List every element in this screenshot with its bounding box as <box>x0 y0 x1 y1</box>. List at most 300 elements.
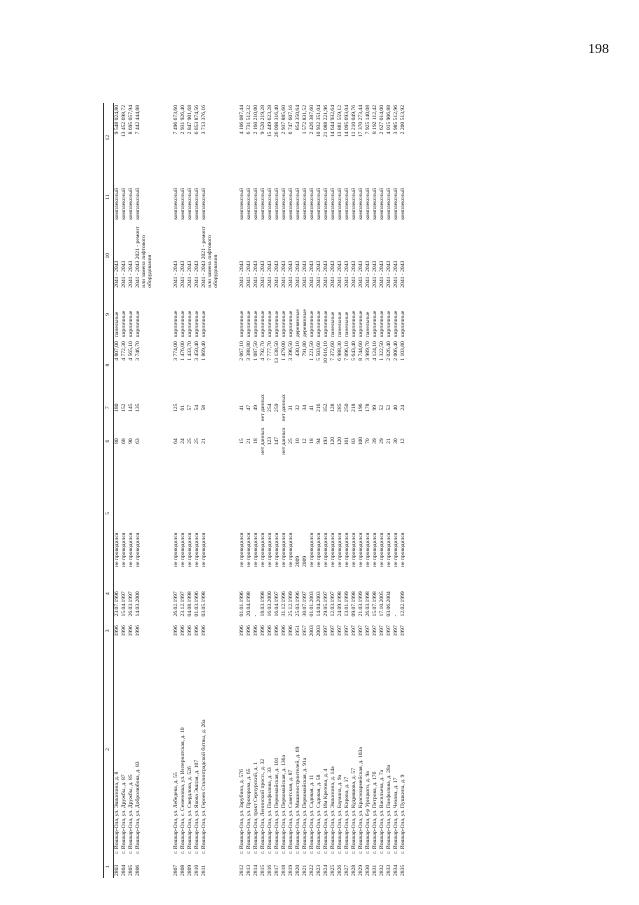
table-cell: комплексный <box>379 188 385 220</box>
table-cell: 430,10 <box>295 341 301 357</box>
table-row <box>330 103 337 878</box>
table-cell: 03.06.2004 <box>386 591 392 617</box>
table-row <box>281 103 288 878</box>
table-cell: 25.12.1999 <box>288 591 294 617</box>
table-cell: 791,80 <box>302 341 308 357</box>
table-cell: 23.07.1996 <box>114 591 120 617</box>
table-cell: 29.05.1997 <box>323 591 329 617</box>
table-cell: кирпичные <box>281 310 287 338</box>
table-cell: 2041 - 2043 <box>260 260 266 288</box>
table-cell: 12 <box>302 438 308 444</box>
table-cell: панельные <box>330 311 336 338</box>
table-cell: 18.03.1998 <box>260 591 266 617</box>
table-cell: 1996 <box>288 625 294 637</box>
table-cell: кирпичные <box>316 310 322 338</box>
table-cell: 2041 - 2043 <box>239 260 245 288</box>
table-cell: 1996 <box>246 625 252 637</box>
table-cell: 2041 - 2043 <box>288 260 294 288</box>
table-cell: 4 106 087,44 <box>239 105 245 135</box>
table-cell: 54 <box>194 404 200 411</box>
column-header: 7 <box>104 391 114 424</box>
table-cell: 04.08.1998 <box>187 591 193 617</box>
table-row <box>323 103 330 878</box>
table-cell: 1997 <box>379 625 385 637</box>
table-cell: г. Йошкар-Ола, б-р Урицкого, д. 9а <box>365 771 371 854</box>
table-row <box>173 103 180 878</box>
table-cell: 2829 <box>358 864 364 876</box>
table-cell: кирпичные <box>400 310 406 338</box>
table-cell: не проводился <box>253 532 259 568</box>
table-cell: 2041 - 2043 <box>114 260 120 288</box>
table-cell: 1996 <box>114 625 120 637</box>
table-cell: 09.07.1998 <box>351 591 357 617</box>
table-cell: 2041 - 2043 <box>386 260 392 288</box>
table-cell: 21 <box>246 438 252 444</box>
table-cell: 2041 - 2043 <box>358 260 364 288</box>
table-cell: г. Йошкар-Ола, ул. Советская, д. 87 <box>288 769 294 854</box>
table-cell: 13.01.1999 <box>344 591 350 617</box>
table-cell: 70 <box>365 438 371 444</box>
table-cell: 120 <box>330 436 336 446</box>
table-cell: 10 932 351,04 <box>316 105 322 138</box>
table-cell: 41 <box>239 404 245 411</box>
table-cell: 2003 <box>316 625 322 637</box>
table-cell: 1 322,50 <box>379 341 385 361</box>
table-cell: не проводился <box>194 532 200 568</box>
table-cell: комплексный <box>386 188 392 220</box>
spacer-cell <box>219 103 239 878</box>
table-cell: 1996 <box>135 625 141 637</box>
table-cell: 2041 - 2043 <box>302 260 308 288</box>
table-cell: не проводился <box>379 532 385 568</box>
table-row <box>260 103 267 878</box>
table-cell: 216 <box>316 403 322 412</box>
table-cell: 99 <box>372 404 378 411</box>
table-cell: кирпичные <box>121 310 127 338</box>
header-row <box>104 103 114 878</box>
table-cell: 120 <box>337 436 343 446</box>
table-cell: 1997 <box>358 625 364 637</box>
table-cell: г. Йошкар-Ола, ул. Якова Эшпая, д. 107 <box>194 759 200 854</box>
table-cell: нет данных <box>260 427 266 455</box>
table-cell: 285 <box>337 403 343 412</box>
table-row <box>309 103 316 878</box>
table-row <box>135 103 153 878</box>
table-cell: кирпичные <box>288 310 294 338</box>
table-cell: кирпичные <box>274 310 280 338</box>
table-row <box>194 103 201 878</box>
table-cell: 2041 - 2043 <box>365 260 371 288</box>
table-cell: 2816 <box>267 864 273 876</box>
table-cell: 1 087,50 <box>253 341 259 361</box>
table-cell: 6 731 512,32 <box>246 105 252 135</box>
table-cell: комплексный <box>400 188 406 220</box>
table-cell: 2003 <box>309 625 315 637</box>
table-row <box>114 103 122 878</box>
table-cell: 21 <box>201 438 207 444</box>
table-cell: 2808 <box>180 864 186 876</box>
table-cell: 2804 <box>121 864 127 876</box>
table-cell: 250 <box>344 403 350 412</box>
table-cell: комплексный <box>288 188 294 220</box>
table-cell: 178 <box>365 403 371 412</box>
table-cell: комплексный <box>365 188 371 220</box>
table-cell: 2 847 901,68 <box>187 105 193 135</box>
table-cell: 7 925 140,08 <box>365 105 371 135</box>
table-row <box>288 103 295 878</box>
table-cell: 6 747 607,16 <box>288 105 294 135</box>
table-cell: 180 <box>114 403 120 412</box>
table-row <box>386 103 393 878</box>
table-row <box>274 103 281 878</box>
page-number: 198 <box>588 42 609 57</box>
table-cell: 100 <box>358 436 364 446</box>
table-cell: 1997 <box>337 625 343 637</box>
table-cell: 2041 - 2043 <box>128 260 134 288</box>
table-cell: 2827 <box>344 864 350 876</box>
table-cell: кирпичные <box>323 310 329 338</box>
table-cell: 1957 <box>302 625 308 637</box>
table-cell: комплексный <box>260 188 266 220</box>
table-cell: не проводился <box>393 532 399 568</box>
table-cell: 1 221,50 <box>309 341 315 361</box>
table-cell: 63 <box>135 438 141 444</box>
table-cell: 5 503,60 <box>316 341 322 361</box>
table-cell: 8 744,60 <box>358 341 364 361</box>
table-cell: г. Йошкар-Ола, ул. Героев Сталинградской битвы, д. 26а <box>201 719 207 854</box>
table-cell: деревянные <box>302 309 308 338</box>
table-row <box>267 103 274 878</box>
table-cell: 2 931 926,40 <box>180 105 186 135</box>
table-cell: 1 476,00 <box>180 341 186 361</box>
table-cell: 14 644 932,64 <box>330 105 336 138</box>
spacer-cell <box>153 103 173 878</box>
table-cell: 2041 - 2043 <box>309 260 315 288</box>
table-cell: 2826 <box>337 864 343 876</box>
table-cell: 40 <box>393 404 399 411</box>
table-cell: 31.12.1996 <box>281 591 287 617</box>
table-cell: не проводился <box>344 532 350 568</box>
table-cell: кирпичные <box>135 310 141 338</box>
table-cell: не проводился <box>180 532 186 568</box>
column-header: 3 <box>104 618 114 643</box>
table-row <box>295 103 302 878</box>
table-cell: 2 026,40 <box>386 341 392 361</box>
table-cell: 2832 <box>379 864 385 876</box>
table-cell: 1996 <box>267 625 273 637</box>
table-cell: 1997 <box>365 625 371 637</box>
table-cell: 2812 <box>239 864 245 876</box>
table-cell: 7 372,60 <box>330 341 336 361</box>
table-cell: 7 496 673,60 <box>173 105 179 135</box>
table-cell: 11 210 049,76 <box>351 105 357 137</box>
table-cell: 4 807,00 <box>114 341 120 361</box>
table-cell: 2041 - 2043 <box>351 260 357 288</box>
table-cell: г. Йошкар-Ола, ул. Садовая, д. 58 <box>316 774 322 854</box>
table-cell: панельные <box>365 311 371 338</box>
table-cell: 1997 <box>372 625 378 637</box>
table-cell: комплексный <box>274 188 280 220</box>
table-cell: 2041 - 2043 <box>330 260 336 288</box>
table-cell: 26 098 316,40 <box>274 105 280 138</box>
table-cell: 2041 - 2043 <box>281 260 287 288</box>
table-cell: 2820 <box>295 864 301 876</box>
table-cell: 2815 <box>260 864 266 876</box>
table-cell: кирпичные <box>358 310 364 338</box>
table-cell: 1997 <box>323 625 329 637</box>
table-cell: комплексный <box>128 188 134 220</box>
table-cell: г. Йошкар-Ола, ул. Панфилова, д. 28а <box>386 764 392 854</box>
table-cell: комплексный <box>302 188 308 220</box>
table-cell: 2824 <box>323 864 329 876</box>
table-cell: 4 015 906,88 <box>386 105 392 135</box>
table-cell: 2041 - 2043 2021 - ремонт или замена лифтового оборудования <box>135 226 153 288</box>
table-cell: 14.04.2003 <box>316 591 322 617</box>
table-cell: кирпичные <box>393 310 399 338</box>
table-cell: 26.03.1997 <box>128 591 134 617</box>
table-cell: комплексный <box>323 188 329 220</box>
table-cell: комплексный <box>135 188 141 220</box>
table-cell: 2 426 387,60 <box>309 105 315 135</box>
table-cell: 3 985 512,96 <box>393 105 399 135</box>
table-cell: 17.10.2005 <box>379 591 385 617</box>
table-cell: комплексный <box>173 188 179 220</box>
table-cell: 24.09.1998 <box>337 591 343 617</box>
table-cell: кирпичные <box>253 310 259 338</box>
table-cell: 1996 <box>239 625 245 637</box>
table-cell: 1996 <box>194 625 200 637</box>
column-header: 2 <box>104 643 114 856</box>
table-cell: кирпичные <box>351 310 357 338</box>
table-cell: г. Йошкар-Ола, ул. Эшкинина, д. 14а <box>330 766 336 854</box>
table-cell: 259 <box>274 403 280 412</box>
table-cell: 2009 <box>302 555 308 568</box>
table-cell: г. Йошкар-Ола, ул. Пушкина, д. 9 <box>400 774 406 854</box>
table-row <box>302 103 309 878</box>
table-cell: комплексный <box>344 188 350 220</box>
table-cell: 1 869,40 <box>201 341 207 361</box>
table-cell: 31 <box>288 404 294 411</box>
table-cell: 1 479,00 <box>281 341 287 361</box>
table-cell: 2834 <box>393 864 399 876</box>
table-cell: комплексный <box>187 188 193 220</box>
table-row <box>337 103 344 878</box>
table-cell: 1 572 831,52 <box>302 105 308 135</box>
table-cell: не проводился <box>267 532 273 568</box>
table-cell: не проводился <box>274 532 280 568</box>
table-cell: г. Йошкар-Ола, Ленинский просп., д. 32 <box>260 758 266 854</box>
table-cell: 2833 <box>386 864 392 876</box>
table-cell: 2818 <box>281 864 287 876</box>
table-cell: 125 <box>173 403 179 412</box>
table-cell: 1996 <box>253 625 259 637</box>
table-cell: 2041 - 2043 <box>316 260 322 288</box>
table-cell: 352 <box>323 403 329 412</box>
table-cell: 1997 <box>351 625 357 637</box>
table-cell: кирпичные <box>194 310 200 338</box>
table-cell: комплексный <box>180 188 186 220</box>
table-cell: 2 937 885,60 <box>281 105 287 135</box>
table-cell: 1997 <box>344 625 350 637</box>
table-cell: 2041 - 2043 <box>121 260 127 288</box>
table-cell: 2830 <box>365 864 371 876</box>
table-cell: г. Йошкар-Ола, ул. Первомайская, д. 136а <box>281 755 287 854</box>
table-cell: комплексный <box>281 188 287 220</box>
table-cell: 3 396,50 <box>288 341 294 361</box>
table-cell: кирпичные <box>379 310 385 338</box>
table-cell: 2041 - 2043 <box>372 260 378 288</box>
table-row <box>239 103 246 878</box>
table-cell: 3 774,00 <box>173 341 179 361</box>
table-cell: кирпичные <box>246 310 252 338</box>
table-cell: 1996 <box>201 625 207 637</box>
table-cell: 2041 - 2043 <box>344 260 350 288</box>
table-cell: 2041 - 2043 <box>400 260 406 288</box>
table-cell: 8 695 057,94 <box>128 105 134 135</box>
table-cell: не проводился <box>173 532 179 568</box>
table-cell: 2811 <box>201 865 207 876</box>
table-cell: 4 792,70 <box>260 341 266 361</box>
table-cell: 2803 <box>114 864 120 876</box>
table-cell: 3 746,70 <box>135 341 141 361</box>
table-cell: 2 627 014,00 <box>379 105 385 135</box>
table-row <box>379 103 386 878</box>
table-cell: 2041 - 2043 <box>267 260 273 288</box>
table-cell: 2041 - 2043 <box>173 260 179 288</box>
table-cell: г. Йошкар-Ола, ул. Кудряшова, д. 57 <box>351 767 357 854</box>
column-header: 4 <box>104 569 114 618</box>
table-cell: 1996 <box>180 625 186 637</box>
table-cell: 2 160 210,00 <box>253 105 259 135</box>
table-cell: кирпичные <box>309 310 315 338</box>
table-row <box>372 103 379 878</box>
housing-program-table <box>103 103 407 878</box>
table-cell: 2 200 513,92 <box>400 105 406 135</box>
table-cell: комплексный <box>239 188 245 220</box>
table-cell: 10 <box>295 438 301 444</box>
table-cell: г. Йошкар-Ола, ул. Первомайская, д. 101 <box>274 757 280 854</box>
table-cell: 20.04.1998 <box>246 591 252 617</box>
table-cell: не проводился <box>400 532 406 568</box>
table-cell: г. Йошкар-Ола, с. Семеновка, ул. Интернатская, д. 10 <box>180 727 186 854</box>
table-cell: г. Йошкар-Ола, ул. Машиностроителей, д. 69 <box>295 746 301 854</box>
table-cell: 30.07.1997 <box>302 591 308 617</box>
table-cell: комплексный <box>121 188 127 220</box>
table-row <box>365 103 372 878</box>
table-cell: не проводился <box>337 532 343 568</box>
table-row <box>253 103 260 878</box>
table-cell: 25 <box>194 438 200 444</box>
table-cell: 2835 <box>400 864 406 876</box>
table-cell: 12 <box>400 438 406 444</box>
table-cell: 16.03.2000 <box>267 591 273 617</box>
table-cell: панельные <box>337 311 343 338</box>
table-row <box>393 103 400 878</box>
table-cell: г. Йошкар-Ола, ул. Красноармейская, д. 103а <box>358 747 364 854</box>
table-cell: 15 449 623,28 <box>267 105 273 138</box>
table-cell: 145 <box>128 403 134 412</box>
table-cell: 21 088 221,96 <box>323 105 329 138</box>
table-cell: комплексный <box>337 188 343 220</box>
table-cell: кирпичные <box>128 310 134 338</box>
table-cell: 1997 <box>393 625 399 637</box>
table-cell: 2819 <box>288 864 294 876</box>
table-cell: г. Йошкар-Ола, ул. Эшкинина, д. 8 <box>114 771 120 854</box>
table-cell: 7 096,10 <box>344 341 350 361</box>
table-row <box>201 103 219 878</box>
table-cell: 2041 - 2043 <box>246 260 252 288</box>
table-cell: 1996 <box>128 625 134 637</box>
table-cell: г. Йошкар-Ола, ул. Кирова, д. 17 <box>344 776 350 854</box>
table-cell: комплексный <box>295 188 301 220</box>
table-cell: не проводился <box>372 532 378 568</box>
table-cell: 6 988,30 <box>337 341 343 361</box>
table-cell: г. Йошкар-Ола, ул. Добролюбова, д. 83 <box>135 761 141 854</box>
table-cell: 80 <box>114 438 120 444</box>
table-cell: 2041 - 2043 <box>180 260 186 288</box>
table-cell: 39 <box>372 438 378 444</box>
table-cell: 2041 - 2043 <box>393 260 399 288</box>
table-cell: 17 370 273,44 <box>358 105 364 138</box>
table-cell: 21.03.1999 <box>358 591 364 617</box>
column-header: 6 <box>104 424 114 457</box>
table-cell: не проводился <box>260 532 266 568</box>
table-cell: кирпичные <box>260 310 266 338</box>
table-cell: 123 <box>267 436 273 446</box>
table-cell: 193 <box>323 436 329 446</box>
table-cell: 2041 - 2043 <box>295 260 301 288</box>
table-cell: 1 103,80 <box>400 341 406 361</box>
table-cell: не проводился <box>114 532 120 568</box>
table-cell: 254 <box>267 403 273 412</box>
table-cell: г. Йошкар-Ола, ул. Дружбы, д. 87 <box>121 774 127 854</box>
table-cell: 4 772,30 <box>121 341 127 361</box>
column-header: 1 <box>104 856 114 878</box>
table-row <box>180 103 187 878</box>
table-cell: 26.03.1998 <box>365 591 371 617</box>
table-cell: нет данных <box>281 394 287 422</box>
table-cell: кирпичные <box>267 310 273 338</box>
table-cell: комплексный <box>201 188 207 220</box>
table-cell: 12.03.1997 <box>330 591 336 617</box>
table-row <box>400 103 407 878</box>
table-cell: 2814 <box>253 864 259 876</box>
table-cell: 2813 <box>246 864 252 876</box>
table-cell: 1996 <box>121 625 127 637</box>
row-spacer <box>153 103 173 878</box>
table-cell: 8 192 112,42 <box>372 105 378 135</box>
table-row <box>246 103 253 878</box>
table-cell: комплексный <box>372 188 378 220</box>
table-cell: не проводился <box>239 532 245 568</box>
table-row <box>344 103 351 878</box>
table-cell: 2041 - 2043 <box>253 260 259 288</box>
table-cell: не проводился <box>386 532 392 568</box>
table-cell: 32 <box>295 404 301 411</box>
table-cell: деревянные <box>295 309 301 338</box>
table-cell: 1996 <box>281 625 287 637</box>
table-cell: не проводился <box>358 532 364 568</box>
table-cell: панельные <box>344 311 350 338</box>
table-cell: комплексный <box>316 188 322 220</box>
table-cell: 196 <box>358 403 364 412</box>
table-cell: 2 006,40 <box>393 341 399 361</box>
table-cell: 9 548 024,80 <box>114 105 120 135</box>
table-cell: 25 <box>288 438 294 444</box>
table-cell: - <box>393 614 399 617</box>
table-cell: г. Йошкар-Ола, ул. Баумана, д. 9а <box>337 774 343 854</box>
table-cell: не проводился <box>365 532 371 568</box>
